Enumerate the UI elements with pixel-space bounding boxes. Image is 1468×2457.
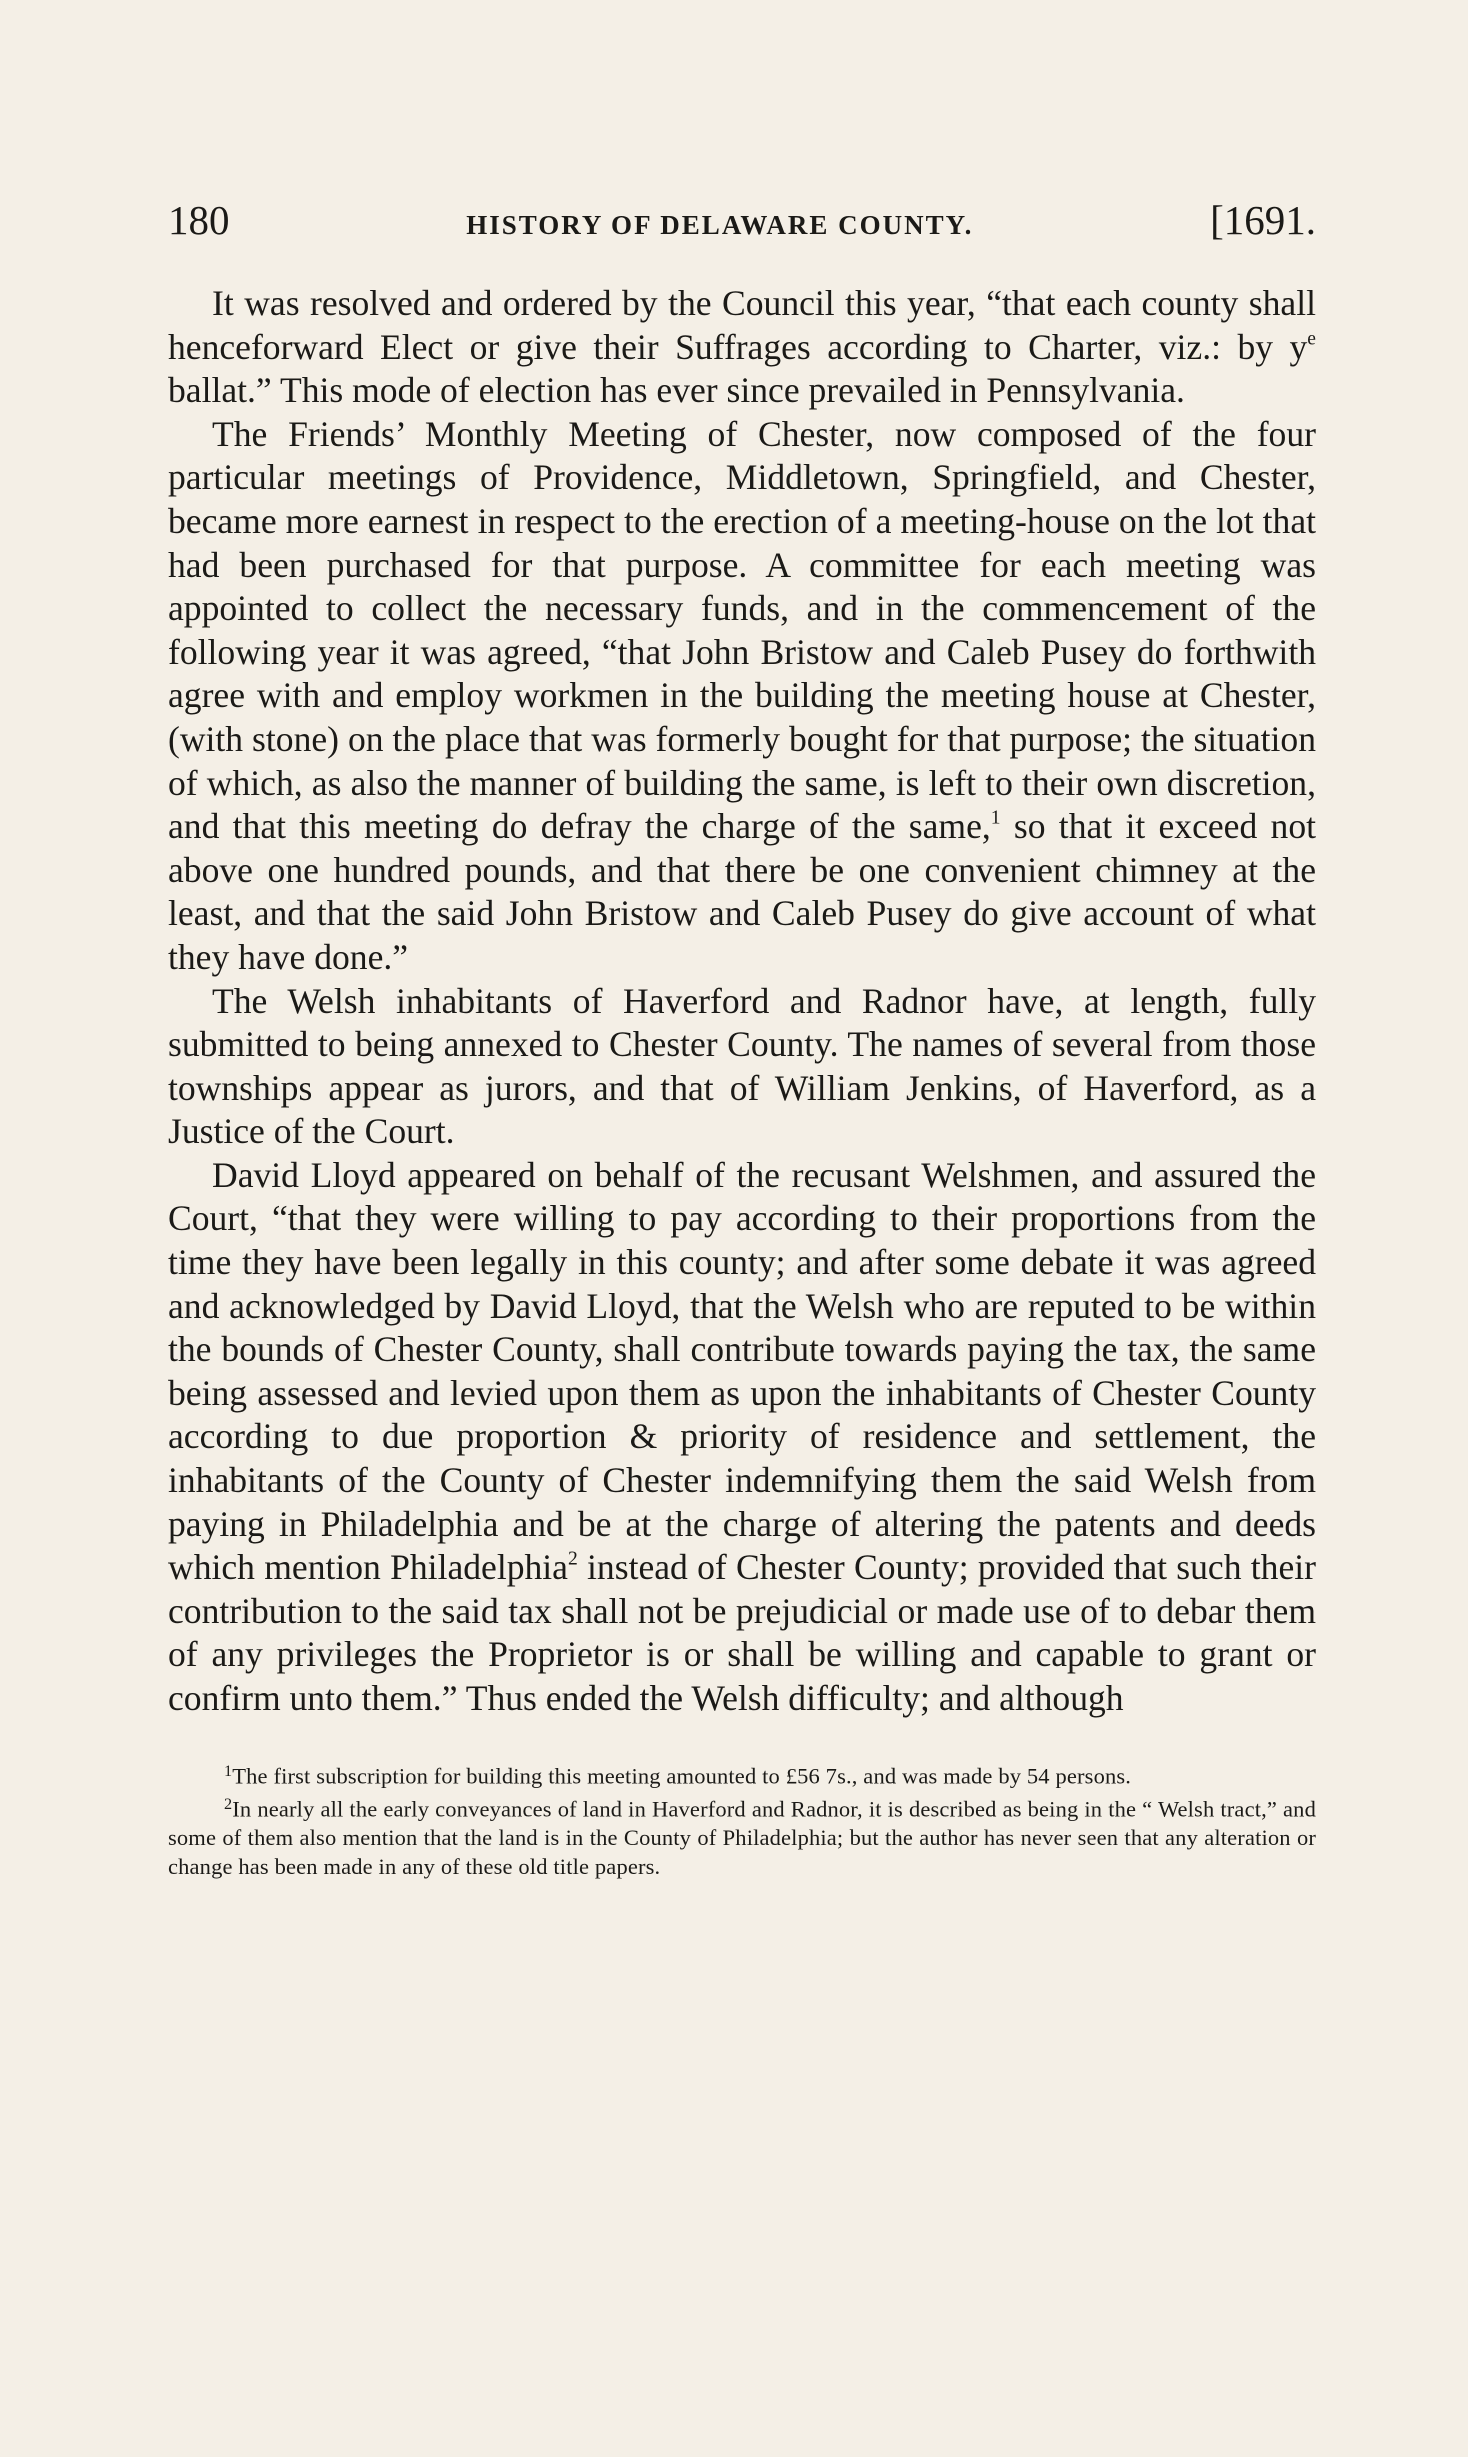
paragraph-text: The Friends’ Monthly Meeting of Chester, now composed of the four particular meetings of Providence, Middletown, Springfield, and Chester, became more earnest in respect to the erection of a meeting-house on the lot that had been purchased for that purpose. A committee for each meeting was appointed to collect the necessary funds, and in the commencement of the following year it was agreed, “that John Bristow and Caleb Pusey do forthwith agree with and employ workmen in the building the meeting house at Chester, (with stone) on the place that was formerly bought for that purpose; the situation of which, as also the manner of building the same, is left to their own discretion, and that this meeting do defray the charge of the same, xyxy=(168,413,1316,847)
paragraph-text-continued: so that it exceed not above one hundred pounds, and that there be one convenient chimney at the least, and that the said John Bristow and Caleb Pusey do give account of what they have done.” xyxy=(168,806,1317,977)
paragraph-council-resolution xyxy=(168,282,1316,413)
superscript: e xyxy=(1307,327,1316,349)
paragraph-david-lloyd xyxy=(168,1154,1316,1721)
footnote-1 xyxy=(168,1757,1316,1791)
paragraph-monthly-meeting xyxy=(168,413,1316,980)
running-title: HISTORY OF DELAWARE COUNTY. xyxy=(466,210,974,240)
paragraph-text-continued: instead of Chester County; provided that such their contribution to the said tax shall not be prejudicial or made use of to debar them of any privileges the Proprietor is or shall be willing and capable to grant or confirm unto them.” Thus ended the Welsh difficulty; and although xyxy=(168,1547,1316,1718)
page-number: 180 xyxy=(168,197,230,243)
footnote-gap xyxy=(168,1721,1316,1757)
paragraph-text-continued: ballat.” This mode of election has ever since prevailed in Pennsylvania. xyxy=(168,370,1185,411)
paragraph-text: The Welsh inhabitants of Haverford and Radnor have, at length, fully submitted to being annexed to Chester County. The names of several from those townships appear as jurors, and that of William Jenkins, of Haverford, as a Justice of the Court. xyxy=(168,980,1316,1152)
footnote-marker: 2 xyxy=(224,1795,233,1814)
body-text xyxy=(168,282,1316,1721)
running-head xyxy=(168,196,1316,266)
footnote-text: In nearly all the early conveyances of land in Haverford and Radnor, it is described as being in the “ Welsh tract,” and some of them also mention that the land is in the County of Philadelphia; but the author has never seen that any alteration or change has been made in any of these old title papers. xyxy=(168,1796,1316,1879)
running-year: [1691. xyxy=(1210,197,1316,243)
footnote-2 xyxy=(168,1790,1316,1881)
footnotes xyxy=(168,1757,1316,1882)
book-page xyxy=(168,196,1316,1882)
footnote-text: The first subscription for building this meeting amounted to £56 7s., and was made by 54 persons. xyxy=(232,1762,1132,1788)
paragraph-text: It was resolved and ordered by the Council this year, “that each county shall henceforward Elect or give their Suffrages according to Charter, viz.: by y xyxy=(168,283,1316,367)
paragraph-welsh-inhabitants xyxy=(168,980,1316,1154)
footnote-reference: 1 xyxy=(990,807,1001,829)
footnote-reference: 2 xyxy=(567,1548,578,1570)
footnote-marker: 1 xyxy=(224,1761,233,1780)
paragraph-text: David Lloyd appeared on behalf of the recusant Welshmen, and assured the Court, “that they were willing to pay according to their proportions from the time they have been legally in this county; and after some debate it was agreed and acknowledged by David Lloyd, that the Welsh who are reputed to be within the bounds of Chester County, shall contribute towards paying the tax, the same being assessed and levied upon them as upon the inhabitants of Chester County according to due proportion & priority of residence and settlement, the inhabitants of the County of Chester indemnifying them the said Welsh from paying in Philadelphia and be at the charge of altering the patents and deeds which mention Philadelphia xyxy=(168,1154,1316,1588)
